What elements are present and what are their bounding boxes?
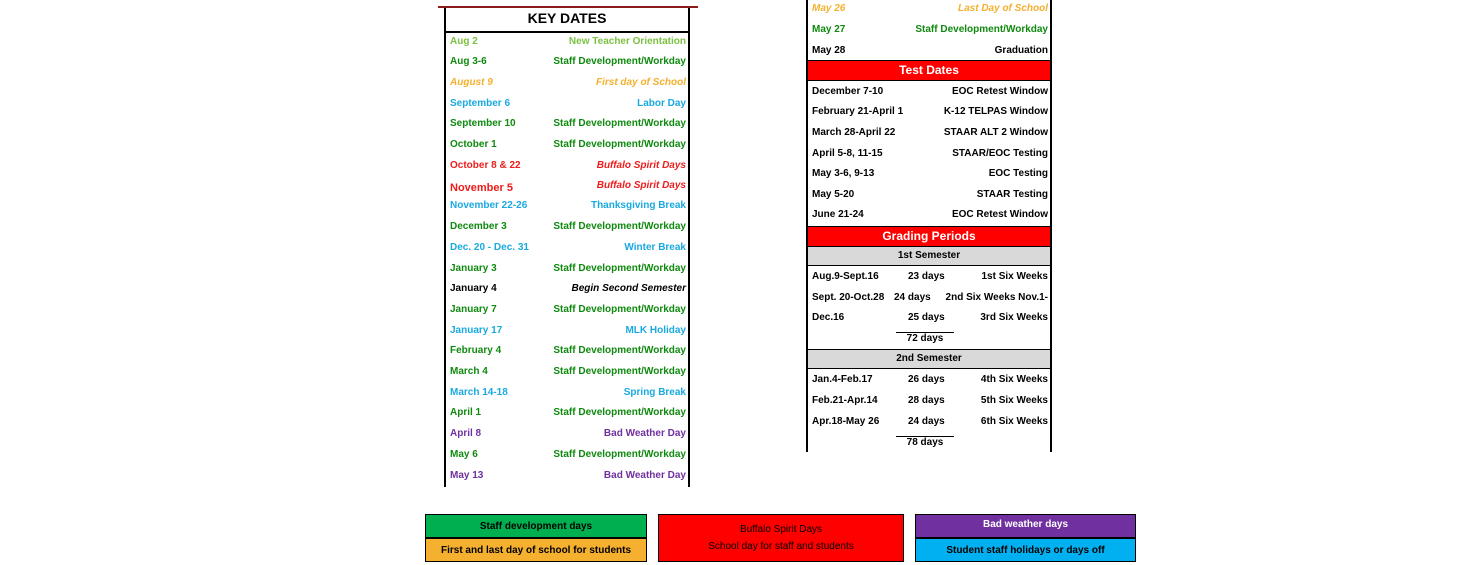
- panel-border-left: [444, 8, 446, 487]
- test-date-row: April 5-8, 11-15 STAAR/EOC Testing: [812, 148, 1048, 159]
- key-date-row: Dec. 20 - Dec. 31 Winter Break: [450, 242, 686, 253]
- grading-periods-header: Grading Periods: [808, 226, 1050, 247]
- legend-spirit-title: Buffalo Spirit Days: [739, 524, 823, 535]
- key-date-row: January 3 Staff Development/Workday: [450, 263, 686, 274]
- key-date-row: January 4 Begin Second Semester: [450, 283, 686, 294]
- legend-spirit-sub: School day for staff and students: [708, 541, 854, 552]
- key-date-row: April 1 Staff Development/Workday: [450, 407, 686, 418]
- semester-1-header: 1st Semester: [808, 247, 1050, 266]
- semester-2-total: 78 days: [896, 436, 954, 448]
- test-date-row: May 3-6, 9-13 EOC Testing: [812, 168, 1048, 179]
- key-date-row: May 6 Staff Development/Workday: [450, 449, 686, 460]
- key-dates-title: KEY DATES: [527, 10, 607, 26]
- key-date-row: November 22-26 Thanksgiving Break: [450, 200, 686, 211]
- key-dates-panel: [444, 0, 690, 487]
- key-date-row: September 10 Staff Development/Workday: [450, 118, 686, 129]
- semester-2-header: 2nd Semester: [808, 349, 1050, 369]
- grading-row: Sept. 20-Oct.28 24 days 2nd Six Weeks Nov.1-: [812, 292, 1048, 303]
- test-date-row: December 7-10 EOC Retest Window: [812, 86, 1048, 97]
- semester-1-total: 72 days: [896, 332, 954, 344]
- key-date-row: May 27 Staff Development/Workday: [812, 24, 1048, 35]
- key-date-row: May 13 Bad Weather Day: [450, 470, 686, 481]
- legend-first-last-day: First and last day of school for students: [425, 538, 647, 562]
- key-date-row: December 3 Staff Development/Workday: [450, 221, 686, 232]
- test-date-row: February 21-April 1 K-12 TELPAS Window: [812, 106, 1048, 117]
- key-date-row: September 6 Labor Day: [450, 98, 686, 109]
- legend-bad-weather: Bad weather days: [915, 514, 1136, 538]
- key-date-row: October 1 Staff Development/Workday: [450, 139, 686, 150]
- key-date-row: March 14-18 Spring Break: [450, 387, 686, 398]
- key-date-row: May 26 Last Day of School: [812, 3, 1048, 14]
- top-rule: [438, 6, 698, 8]
- key-date-row: Aug 3-6 Staff Development/Workday: [450, 56, 686, 67]
- key-date-row: August 9 First day of School: [450, 77, 686, 88]
- key-date-row: October 8 & 22 Buffalo Spirit Days: [450, 160, 686, 171]
- key-date-row: Aug 2 New Teacher Orientation: [450, 36, 686, 47]
- test-date-row: June 21-24 EOC Retest Window: [812, 209, 1048, 220]
- key-date-row: November 5 Buffalo Spirit Days: [450, 180, 686, 194]
- key-date-row: January 17 MLK Holiday: [450, 325, 686, 336]
- test-date-row: March 28-April 22 STAAR ALT 2 Window: [812, 127, 1048, 138]
- key-date-row: March 4 Staff Development/Workday: [450, 366, 686, 377]
- legend-staff-development: Staff development days: [425, 514, 647, 538]
- grading-row: Feb.21-Apr.14 28 days 5th Six Weeks: [812, 395, 1048, 406]
- key-date-row: February 4 Staff Development/Workday: [450, 345, 686, 356]
- panel-border-right: [1050, 0, 1052, 452]
- grading-row: Dec.16 25 days 3rd Six Weeks: [812, 312, 1048, 323]
- panel-border-right: [688, 8, 690, 487]
- grading-row: Jan.4-Feb.17 26 days 4th Six Weeks: [812, 374, 1048, 385]
- grading-row: Aug.9-Sept.16 23 days 1st Six Weeks: [812, 271, 1048, 282]
- right-panel: [806, 0, 1052, 452]
- test-date-row: May 5-20 STAAR Testing: [812, 189, 1048, 200]
- key-date-row: January 7 Staff Development/Workday: [450, 304, 686, 315]
- test-dates-header: Test Dates: [808, 60, 1050, 81]
- legend-spirit-days: [658, 514, 904, 562]
- key-date-row: April 8 Bad Weather Day: [450, 428, 686, 439]
- grading-row: Apr.18-May 26 24 days 6th Six Weeks: [812, 416, 1048, 427]
- legend-holidays: Student staff holidays or days off: [915, 538, 1136, 562]
- title-rule: [446, 31, 688, 33]
- key-date-row: May 28 Graduation: [812, 45, 1048, 56]
